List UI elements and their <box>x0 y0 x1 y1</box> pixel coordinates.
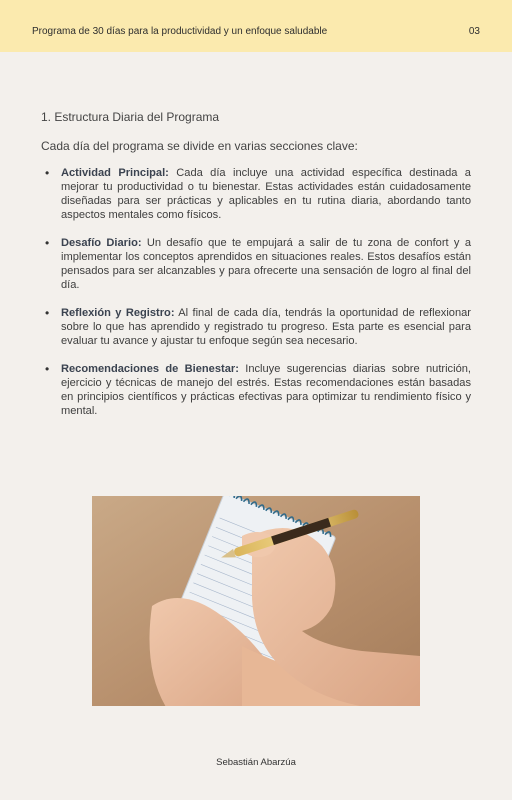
item-title: Desafío Diario: <box>61 237 142 249</box>
bullet-icon: • <box>45 236 50 250</box>
item-title: Recomendaciones de Bienestar: <box>61 363 239 375</box>
item-title: Reflexión y Registro: <box>61 307 175 319</box>
notebook-writing-photo <box>92 496 420 706</box>
bullet-icon: • <box>45 306 50 320</box>
page-header <box>0 0 512 52</box>
list-item <box>41 306 471 348</box>
section-intro: Cada día del programa se divide en varias secciones clave: <box>41 139 358 153</box>
item-text: Cada día incluye una actividad específica destinada a mejorar tu productividad o tu bienestar. Estas actividades están cuidadosamente diseñadas para ser prácticas y aplicables en tu rutina diaria, abordando tanto aspectos mentales como físicos. <box>61 167 471 221</box>
list-item <box>41 166 471 222</box>
document-title: Programa de 30 días para la productividad y un enfoque saludable <box>32 26 328 37</box>
main-content <box>41 110 471 432</box>
page-number: 03 <box>468 26 480 37</box>
bullet-icon: • <box>45 362 50 376</box>
bullet-icon: • <box>45 166 50 180</box>
author-name: Sebastián Abarzúa <box>216 757 296 768</box>
item-text: Un desafío que te empujará a salir de tu zona de confort y a implementar los conceptos aprendidos en situaciones reales. Estos desafíos están pensados para ser alcanzables y para ofrecerte una sensación de logro al final del día. <box>61 237 471 291</box>
item-text: Incluye sugerencias diarias sobre nutrición, ejercicio y técnicas de manejo del estrés. Estas recomendaciones están basadas en principios científicos y prácticas efectivas para optimizar tu rendimiento físico y mental. <box>61 363 471 417</box>
list-item <box>41 362 471 418</box>
list-item <box>41 236 471 292</box>
section-heading: 1. Estructura Diaria del Programa <box>41 110 220 124</box>
item-text: Al final de cada día, tendrás la oportunidad de reflexionar sobre lo que has aprendido y registrado tu progreso. Esta parte es esencial para evaluar tu avance y ajustar tu enfoque según sea necesario. <box>61 307 471 347</box>
item-title: Actividad Principal: <box>61 167 169 179</box>
key-sections-list <box>41 166 471 418</box>
